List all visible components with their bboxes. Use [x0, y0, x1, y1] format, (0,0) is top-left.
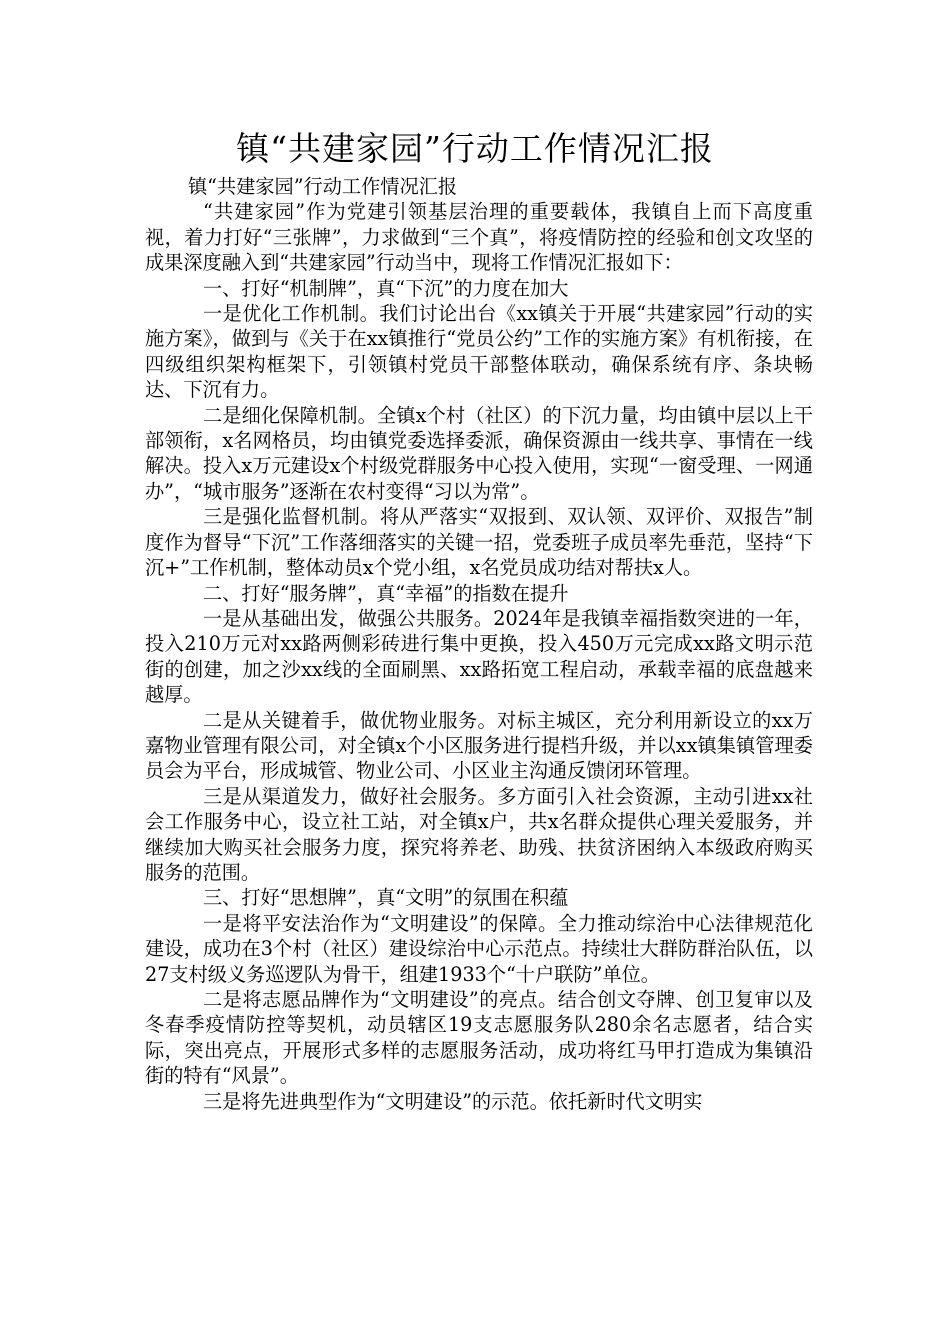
- section-heading-1: 一、打好“机制牌”，真“下沉”的力度在加大: [203, 276, 569, 300]
- document-subtitle: 镇“共建家园”行动工作情况汇报: [188, 175, 458, 198]
- paragraph-3-3: 三是将先进典型作为“文明建设”的示范。依托新时代文明实: [203, 1089, 703, 1113]
- section-heading-2: 二、打好“服务牌”，真“幸福”的指数在提升: [203, 581, 569, 605]
- paragraph-3-2: 二是将志愿品牌作为“文明建设”的亮点。结合创文夺牌、创卫复审以及冬春季疫情防控等契机，动员辖区19支志愿服务队280余名志愿者，结合实际，突出亮点，开展形式多样的志愿服务活动，成功将红马甲打造成为集镇沿街的特有“风景”。: [145, 988, 813, 1088]
- paragraph-3-1: 一是将平安法治作为“文明建设”的保障。全力推动综治中心法律规范化建设，成功在3个村（社区）建设综治中心示范点。持续壮大群防群治队伍，以27支村级义务巡逻队为骨干，组建1933个“十户联防”单位。: [145, 911, 813, 986]
- document-body: [145, 174, 813, 1114]
- paragraph-1-2: 二是细化保障机制。全镇x个村（社区）的下沉力量，均由镇中层以上干部领衔，x名网格员，均由镇党委选择委派，确保资源由一线共享、事情在一线解决。投入x万元建设x个村级党群服务中心投入使用，实现“一窗受理、一网通办”，“城市服务”逐渐在农村变得“习以为常”。: [145, 403, 813, 503]
- paragraph-2-3: 三是从渠道发力，做好社会服务。多方面引入社会资源，主动引进xx社会工作服务中心，设立社工站，对全镇x户，共x名群众提供心理关爱服务，并继续加大购买社会服务力度，探究将养老、助残、扶贫济困纳入本级政府购买服务的范围。: [145, 784, 813, 884]
- document-title: 镇“共建家园”行动工作情况汇报: [236, 129, 714, 168]
- paragraph-1-1: 一是优化工作机制。我们讨论出台《xx镇关于开展“共建家园”行动的实施方案》，做到与《关于在xx镇推行“党员公约”工作的实施方案》有机衔接，在四级组织架构框架下，引领镇村党员干部整体联动，确保系统有序、条块畅达、下沉有力。: [145, 302, 813, 402]
- paragraph-2-2: 二是从关键着手，做优物业服务。对标主城区，充分利用新设立的xx万嘉物业管理有限公司，对全镇x个小区服务进行提档升级，并以xx镇集镇管理委员会为平台，形成城管、物业公司、小区业主沟通反馈闭环管理。: [145, 708, 813, 783]
- section-heading-3: 三、打好“思想牌”，真“文明”的氛围在积蕴: [203, 886, 569, 910]
- paragraph-2-1: 一是从基础出发，做强公共服务。2024年是我镇幸福指数突进的一年，投入210万元对xx路两侧彩砖进行集中更换，投入450万元完成xx路文明示范街的创建，加之沙xx线的全面刷黑、xx路拓宽工程启动，承载幸福的底盘越来越厚。: [145, 606, 813, 707]
- paragraph-1-3: 三是强化监督机制。将从严落实“双报到、双认领、双评价、双报告”制度作为督导“下沉”工作落细落实的关键一招，党委班子成员率先垂范，坚持“下沉+”工作机制，整体动员x个党小组，x名党员成功结对帮扶x人。: [145, 505, 813, 580]
- paragraph-intro: “共建家园”作为党建引领基层治理的重要载体，我镇自上而下高度重视，着力打好“三张牌”，力求做到“三个真”，将疫情防控的经验和创文攻坚的成果深度融入到“共建家园”行动当中，现将工作情况汇报如下：: [145, 200, 813, 275]
